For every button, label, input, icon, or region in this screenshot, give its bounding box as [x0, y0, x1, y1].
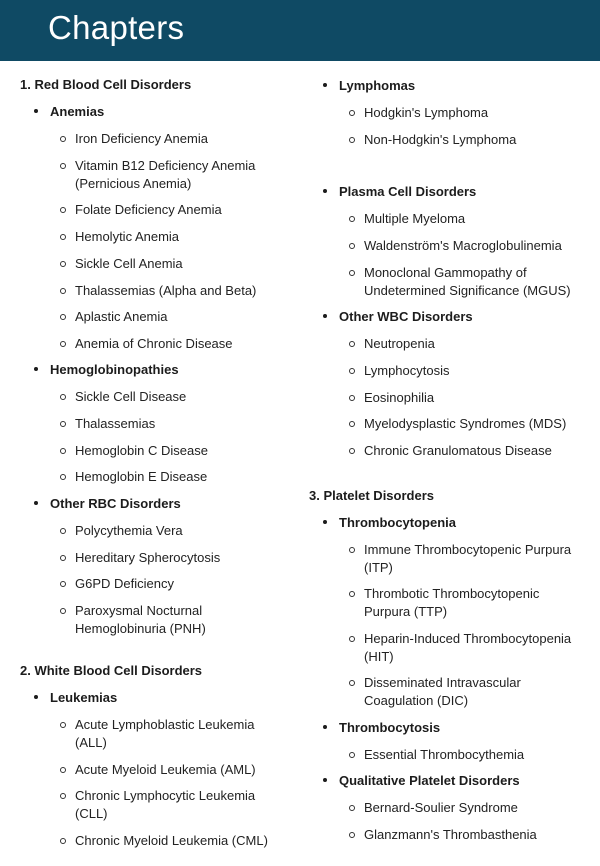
list-item: Hemolytic Anemia [75, 229, 180, 244]
bullet-dot-icon [323, 189, 327, 193]
section-heading-rbc: 1. Red Blood Cell Disorders [20, 77, 192, 92]
bullet-circle-icon [60, 163, 66, 169]
bullet-dot-icon [323, 314, 327, 318]
bullet-circle-icon [60, 793, 66, 799]
subsection-qualitative-platelet: Qualitative Platelet Disorders [339, 773, 520, 788]
bullet-circle-icon [60, 722, 66, 728]
bullet-dot-icon [323, 520, 327, 524]
bullet-circle-icon [349, 243, 355, 249]
bullet-dot-icon [34, 695, 38, 699]
subsection-thrombocytosis: Thrombocytosis [339, 720, 441, 735]
list-item: Acute Lymphoblastic Leukemia [75, 717, 255, 732]
bullet-circle-icon [60, 767, 66, 773]
bullet-circle-icon [60, 234, 66, 240]
list-item-continuation: Hemoglobinuria (PNH) [75, 621, 206, 636]
list-item: Glanzmann's Thrombasthenia [364, 827, 537, 842]
subsection-other-rbc: Other RBC Disorders [50, 496, 181, 511]
list-item: Paroxysmal Nocturnal [75, 603, 203, 618]
subsection-hemoglobinopathies: Hemoglobinopathies [50, 362, 179, 377]
bullet-dot-icon [34, 501, 38, 505]
list-item: Sickle Cell Anemia [75, 256, 183, 271]
subsection-thrombocytopenia: Thrombocytopenia [339, 515, 457, 530]
bullet-dot-icon [323, 83, 327, 87]
list-item: Hemoglobin E Disease [75, 469, 208, 484]
bullet-circle-icon [60, 608, 66, 614]
list-item: Chronic Granulomatous Disease [364, 443, 552, 458]
section-heading-platelet: 3. Platelet Disorders [309, 488, 434, 503]
list-item: Neutropenia [364, 336, 435, 351]
bullet-circle-icon [60, 261, 66, 267]
list-item: Thrombotic Thrombocytopenic [364, 586, 540, 601]
bullet-circle-icon [349, 137, 355, 143]
bullet-circle-icon [60, 288, 66, 294]
list-item: Myelodysplastic Syndromes (MDS) [364, 416, 567, 431]
bullet-circle-icon [60, 555, 66, 561]
bullet-circle-icon [349, 270, 355, 276]
bullet-dot-icon [323, 778, 327, 782]
bullet-circle-icon [60, 528, 66, 534]
list-item: Acute Myeloid Leukemia (AML) [75, 762, 256, 777]
list-item: Aplastic Anemia [75, 309, 168, 324]
bullet-circle-icon [349, 341, 355, 347]
list-item: Lymphocytosis [364, 363, 450, 378]
list-item: Chronic Myeloid Leukemia (CML) [75, 833, 268, 848]
list-item: Hereditary Spherocytosis [75, 550, 221, 565]
bullet-circle-icon [349, 591, 355, 597]
bullet-circle-icon [60, 581, 66, 587]
bullet-circle-icon [349, 216, 355, 222]
list-item: Essential Thrombocythemia [364, 747, 525, 762]
bullet-circle-icon [349, 110, 355, 116]
bullet-circle-icon [349, 680, 355, 686]
bullet-circle-icon [60, 838, 66, 844]
list-item: Iron Deficiency Anemia [75, 131, 208, 146]
list-item: Chronic Lymphocytic Leukemia [75, 788, 256, 803]
bullet-circle-icon [60, 136, 66, 142]
list-item-continuation: (ITP) [364, 560, 393, 575]
subsection-plasma-cell: Plasma Cell Disorders [339, 184, 477, 199]
bullet-dot-icon [34, 109, 38, 113]
list-item: Hemoglobin C Disease [75, 443, 208, 458]
list-item: G6PD Deficiency [75, 576, 174, 591]
list-item: Hodgkin's Lymphoma [364, 105, 489, 120]
bullet-circle-icon [60, 421, 66, 427]
bullet-circle-icon [349, 448, 355, 454]
subsection-lymphomas: Lymphomas [339, 78, 416, 93]
list-item-continuation: Undetermined Significance (MGUS) [364, 283, 571, 298]
list-item: Multiple Myeloma [364, 211, 466, 226]
bullet-circle-icon [60, 341, 66, 347]
list-item: Disseminated Intravascular [364, 675, 521, 690]
list-item: Heparin-Induced Thrombocytopenia [364, 631, 572, 646]
bullet-circle-icon [349, 368, 355, 374]
subsection-anemias: Anemias [50, 104, 105, 119]
list-item-continuation: (ALL) [75, 735, 107, 750]
section-heading-wbc: 2. White Blood Cell Disorders [20, 663, 203, 678]
list-item: Thalassemias [75, 416, 156, 431]
bullet-circle-icon [60, 448, 66, 454]
list-item: Eosinophilia [364, 390, 435, 405]
list-item: Vitamin B12 Deficiency Anemia [75, 158, 256, 173]
list-item: Waldenström's Macroglobulinemia [364, 238, 562, 253]
list-item: Anemia of Chronic Disease [75, 336, 233, 351]
bullet-circle-icon [60, 314, 66, 320]
list-item: Non-Hodgkin's Lymphoma [364, 132, 517, 147]
list-item-continuation: (HIT) [364, 649, 394, 664]
bullet-circle-icon [349, 547, 355, 553]
subsection-other-wbc: Other WBC Disorders [339, 309, 473, 324]
bullet-circle-icon [349, 805, 355, 811]
bullet-circle-icon [60, 474, 66, 480]
list-item: Monoclonal Gammopathy of [364, 265, 527, 280]
bullet-dot-icon [323, 725, 327, 729]
list-item: Thalassemias (Alpha and Beta) [75, 283, 257, 298]
page-title: Chapters [48, 9, 185, 46]
subsection-leukemias: Leukemias [50, 690, 118, 705]
list-item: Folate Deficiency Anemia [75, 202, 222, 217]
bullet-circle-icon [349, 395, 355, 401]
bullet-circle-icon [349, 832, 355, 838]
bullet-dot-icon [34, 367, 38, 371]
list-item: Immune Thrombocytopenic Purpura [364, 542, 572, 557]
list-item: Bernard-Soulier Syndrome [364, 800, 518, 815]
list-item: Sickle Cell Disease [75, 389, 187, 404]
bullet-circle-icon [60, 207, 66, 213]
list-item-continuation: (Pernicious Anemia) [75, 176, 192, 191]
list-item-continuation: Purpura (TTP) [364, 604, 448, 619]
page-header [0, 0, 600, 61]
bullet-circle-icon [60, 394, 66, 400]
list-item-continuation: (CLL) [75, 806, 108, 821]
bullet-circle-icon [349, 636, 355, 642]
bullet-circle-icon [349, 752, 355, 758]
bullet-circle-icon [349, 421, 355, 427]
list-item-continuation: Coagulation (DIC) [364, 693, 469, 708]
list-item: Polycythemia Vera [75, 523, 183, 538]
